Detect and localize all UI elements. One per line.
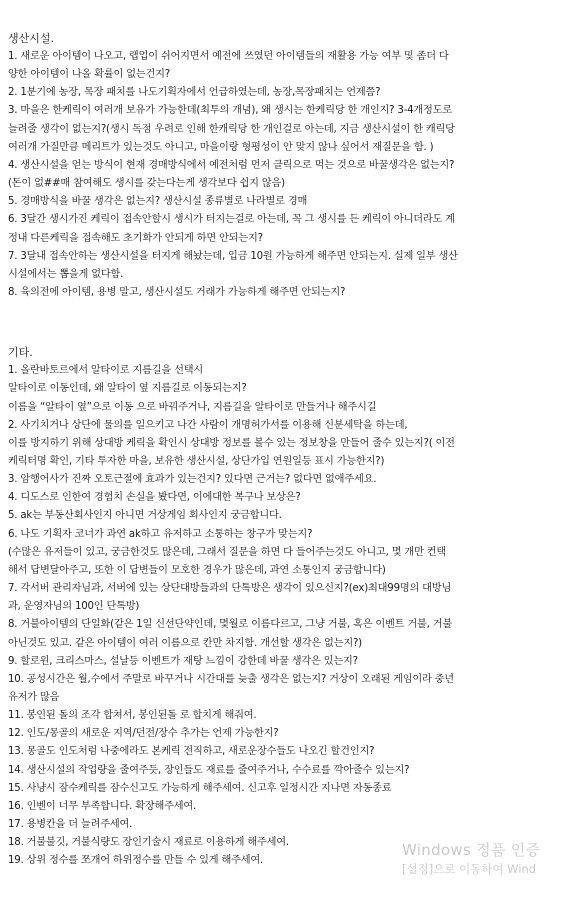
section-body xyxy=(8,362,576,870)
text-line: 2. 1분기에 농장, 목장 패치를 나도기획자에서 언급하였는데, 농장,목장패치는 언제쯤? xyxy=(8,87,381,99)
text-line: 3. 암행어사가 진짜 오토근절에 효과가 있는건지? 있다면 근거는? 없다면 없애주세요. xyxy=(8,474,377,486)
text-line: 5. 경매방식을 바꿀 생각은 없는지? 생산시설 종류별로 나라별로 경매 xyxy=(8,196,308,208)
text-line: (돈이 없##매 참여해도 생시를 갖는다는게 생각보다 쉽지 않음) xyxy=(8,178,285,190)
text-line: 4. 생산시설을 얻는 방식이 현재 경매방식에서 예전처럼 먼저 클릭으로 먹는 것으로 바꿀생각은 없는지? xyxy=(8,159,455,171)
text-line: 6. 3달간 생시가진 케릭이 접속안할시 생시가 터지는걸로 아는데, 꼭 그 생시를 든 케릭이 아니더라도 계 xyxy=(8,214,455,226)
text-line: 여러개 가질만큼 메리트가 있는것도 아니고, 마을이랑 형평성이 안 맞지 않나 싶어서 재질문을 함. ) xyxy=(8,141,434,153)
text-line: 7. 각서버 관리자님과, 서버에 있는 상단대방들과의 단톡방은 생각이 있으신지?(ex)최대99명의 대방님 xyxy=(8,583,452,595)
text-line: 18. 거불불깃, 거불식량도 장인기술시 재료로 이용하게 해주세여. xyxy=(8,837,289,849)
text-line: 알타이로 이동인데, 왜 알타이 옆 지름길로 이동되는지? xyxy=(8,383,247,395)
text-line: 해서 답변달아주고, 또한 이 답변들이 모호한 경우가 많은데, 과연 소통인지 궁금합니다) xyxy=(8,564,386,576)
text-line: 8. 육의전에 아이템, 용병 말고, 생산시설도 거래가 가능하게 해주면 안되는지? xyxy=(8,287,346,299)
text-line: 시설에서는 뽑을게 없다함. xyxy=(8,268,124,280)
text-line: 이를 방지하기 위해 상대방 케릭을 확인시 상대방 정보를 볼수 있는 정보창을 만들어 줄수 있는지?( 이전 xyxy=(8,437,455,449)
text-line: 5. ak는 부동산회사인지 아니면 거상게임 회사인지 궁금합니다. xyxy=(8,510,282,522)
text-line: 4. 디도스로 인한여 경험치 손실을 봤다면, 이에대한 복구나 보상은? xyxy=(8,492,301,504)
section-other xyxy=(8,344,576,870)
text-line: 12. 인도/몽골의 새로운 지역/던전/장수 추가는 언제 가능한지? xyxy=(8,728,279,740)
text-line: 아닌것도 있고. 같은 아이템이 여러 이름으로 칸만 차지함. 개선할 생각은 없는지?) xyxy=(8,637,362,649)
text-line: 11. 봉인된 돌의 조각 합쳐서, 봉인된돌 로 합치게 해줘여. xyxy=(8,710,257,722)
text-line: 17. 용병칸을 더 늘려주세여. xyxy=(8,819,133,831)
text-line: 3. 마을은 한케릭이 여러개 보유가 가능한데(최투의 개념), 왜 생시는 한케릭당 한 개인지? 3-4개정도로 xyxy=(8,105,452,117)
text-line: 10. 공성시간은 월,수에서 주말로 바꾸거나 시간대를 늦출 생각은 없는지? 거상이 오래된 게임이라 중년 xyxy=(8,673,454,685)
text-line: 양한 아이템이 나올 확률이 없는건지? xyxy=(8,69,170,81)
text-line: 2. 사기치거나 상단에 물의를 일으키고 나간 사람이 개명허가서를 이용해 신분세탁을 하는데, xyxy=(8,419,408,431)
text-line: 유저가 많음 xyxy=(8,692,60,703)
text-line: 8. 거불아이템의 단일화(같은 1일 신선단약인데, 몇월로 이름다르고, 그냥 거불, 혹은 이벤트 거불, 거불 xyxy=(8,619,452,631)
text-line: 1. 새로운 아이템이 나오고, 랩업이 쉬어지면서 예전에 쓰였던 아이템들의 재활용 가능 여부 및 좀더 다 xyxy=(8,51,449,62)
text-line: 1. 올란바토르에서 알타이로 지름길을 선택시 xyxy=(8,365,204,377)
text-line: 19. 상위 정수를 쪼개어 하위정수를 만들 수 있게 해주세여. xyxy=(8,855,264,867)
text-line: 이름을 “알타이 옆”으로 이동 으로 바꿔주거나, 지름길을 알타이로 만들거나 해주시길 xyxy=(8,401,377,413)
section-body xyxy=(8,48,576,302)
text-line: 9. 할로윈, 크리스마스, 설날등 이벤트가 재탕 느낌이 강한데 바꿀 생각은 있는지? xyxy=(8,655,358,667)
text-line: (수많은 유저들이 있고, 궁금한것도 많은데, 그래서 질문을 하면 다 들어주는것도 아니고, 몇 개만 컨택 xyxy=(8,546,447,558)
text-line: 14. 생산시설의 작업량을 줄여주듯, 장인들도 재료를 줄여주거나, 수수료를 깍아줄수 있는지? xyxy=(8,764,410,776)
text-line: 7. 3달내 접속안하는 생산시설을 터지게 해놨는데, 입금 10원 가능하게 해주면 안되는지. 실제 일부 생산 xyxy=(8,250,458,262)
text-line: 늘려줄 생각이 없는지?(생시 독점 우려로 인해 한캐릭당 한 개인걸로 아는데, 지금 생산시설이 한 캐릭당 xyxy=(8,123,455,135)
text-line: 16. 인벤이 너무 부족합니다. 확장해주세여. xyxy=(8,800,197,812)
section-title: 기타. xyxy=(8,346,33,360)
text-line: 15. 사냥시 잠수케릭를 잠수신고도 가능하게 해주세여. 신고후 일정시간 지나면 자동종료 xyxy=(8,782,392,794)
text-line: 정내 다른케릭을 접속해도 초기화가 안되게 하면 안되는지? xyxy=(8,232,263,244)
document xyxy=(8,0,576,871)
watermark-subtitle: [설정]으로 이동하여 Wind xyxy=(402,862,537,876)
watermark-title: Windows 정품 인증 xyxy=(402,841,541,859)
text-line: 과, 운영자님의 100인 단톡방) xyxy=(8,601,140,613)
text-line: 케릭터명 확인, 기타 투자한 마을, 보유한 생산시설, 상단가입 연원일등 표시 가능한지?) xyxy=(8,455,385,467)
text-line: 6. 나도 기획자 코너가 과연 ak하고 유저하고 소통하는 창구가 맞는지? xyxy=(8,528,313,540)
text-line: 13. 몽골도 인도처럼 나중에라도 본케릭 전직하고, 새로운장수들도 나오긴 할건인지? xyxy=(8,746,375,758)
section-production-facilities xyxy=(8,0,576,302)
windows-activation-watermark xyxy=(402,840,578,878)
section-title: 생산시설. xyxy=(8,32,55,45)
